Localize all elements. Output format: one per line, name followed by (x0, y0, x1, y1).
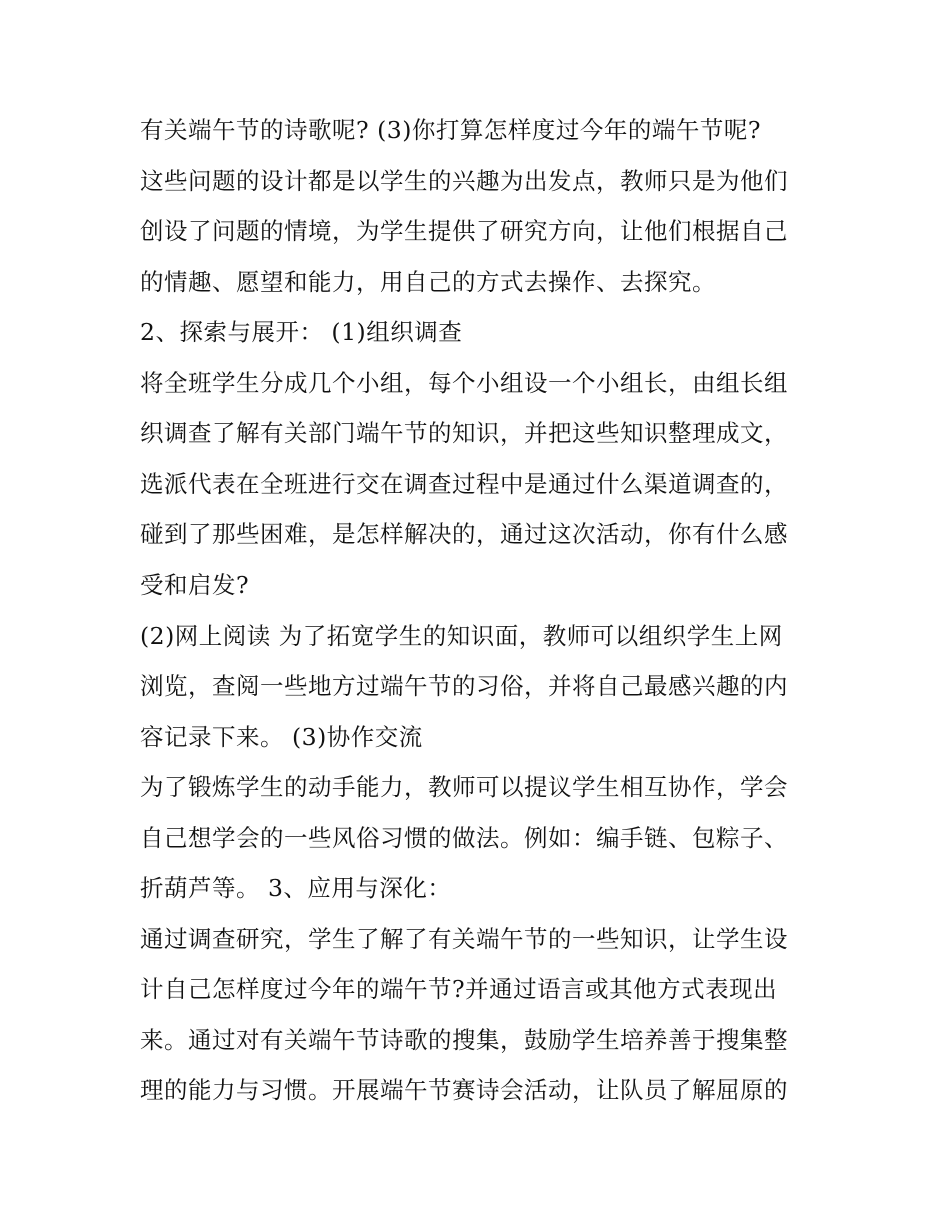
text-line: 折葫芦等。 3、应用与深化： (140, 874, 452, 902)
text-line: 将全班学生分成几个小组，每个小组设一个小组长，由组长组 (140, 369, 788, 397)
text-line: 有关端午节的诗歌呢? (3)你打算怎样度过今年的端午节呢? (140, 116, 761, 144)
text-line: 为了锻炼学生的动手能力，教师可以提议学生相互协作，学会 (140, 773, 788, 801)
text-line: 计自己怎样度过今年的端午节?并通过语言或其他方式表现出 (140, 975, 778, 1003)
text-line: 的情趣、愿望和能力，用自己的方式去操作、去探究。 (140, 268, 716, 296)
text-line: (2)网上阅读 为了拓宽学生的知识面，教师可以组织学生上网 (140, 622, 783, 650)
text-line: 理的能力与习惯。开展端午节赛诗会活动，让队员了解屈原的 (140, 1076, 788, 1104)
text-line: 碰到了那些困难，是怎样解决的，通过这次活动，你有什么感 (140, 520, 788, 548)
text-line: 2、探索与展开： (1)组织调查 (140, 318, 463, 346)
text-line: 这些问题的设计都是以学生的兴趣为出发点，教师只是为他们 (140, 167, 788, 195)
text-line: 选派代表在全班进行交在调查过程中是通过什么渠道调查的， (140, 470, 788, 498)
text-line: 受和启发? (140, 571, 250, 599)
text-line: 自己想学会的一些风俗习惯的做法。例如：编手链、包粽子、 (140, 824, 788, 852)
text-line: 浏览，查阅一些地方过端午节的习俗，并将自己最感兴趣的内 (140, 672, 788, 700)
text-line: 容记录下来。 (3)协作交流 (140, 723, 423, 751)
text-line: 来。通过对有关端午节诗歌的搜集，鼓励学生培养善于搜集整 (140, 1026, 788, 1054)
text-line: 织调查了解有关部门端午节的知识，并把这些知识整理成文， (140, 419, 788, 447)
text-line: 创设了问题的情境，为学生提供了研究方向，让他们根据自己 (140, 217, 788, 245)
text-line: 通过调查研究，学生了解了有关端午节的一些知识，让学生设 (140, 925, 788, 953)
